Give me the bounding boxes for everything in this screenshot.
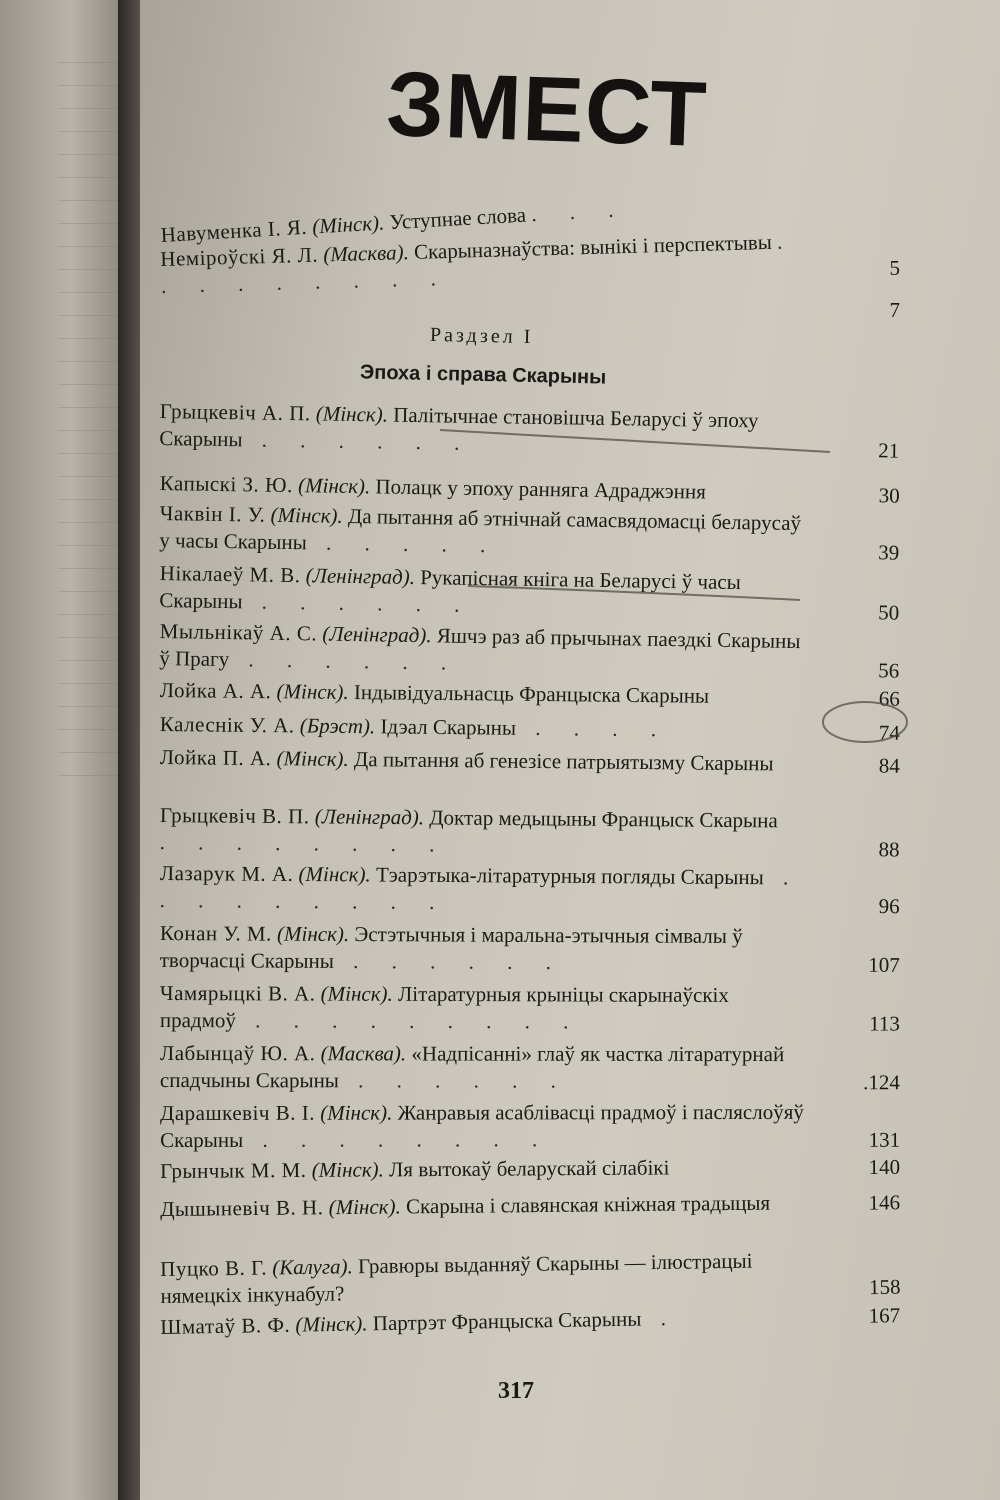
section-title: Эпоха і справа Скарыны	[359, 361, 607, 389]
toc-entry	[160, 1099, 900, 1154]
entry-title: Тэарэтыка-літаратурныя погляды Скарыны	[375, 862, 764, 890]
toc-entry	[160, 1040, 900, 1095]
entry-title: Партрэт Францыска Скарыны	[372, 1306, 642, 1336]
entry-title: Яшчэ раз аб прычынах паездкі Скарыны ў Прагу	[159, 623, 801, 672]
entry-author: Дышыневіч В. Н.	[160, 1195, 324, 1221]
page-title: ЗМЕСТ	[384, 53, 709, 167]
entry-title: Да пытання аб этнічнай самасвядомасці беларусаў у часы Скарыны	[159, 503, 802, 555]
entry-title: Скарына і славянская кніжная традыцыя	[405, 1190, 771, 1219]
entry-author: Грынчык М. М.	[160, 1157, 307, 1183]
entry-author: Конан У. М.	[159, 921, 272, 946]
toc-entry	[160, 860, 900, 919]
entry-city: (Мінск).	[297, 473, 371, 499]
toc-entry	[160, 1246, 901, 1310]
leader-dots: . . . . . . . .	[243, 1127, 552, 1152]
leader-dots: . . . . .	[306, 530, 500, 558]
entry-title: Да пытання аб генезісе патрыятызму Скарыны	[353, 747, 774, 776]
entry-city: (Мінск).	[328, 1194, 401, 1220]
entry-page: 146	[868, 1190, 901, 1215]
entry-title: Палітычнае становішча Беларусі ў эпоху Скарыны	[159, 402, 759, 452]
toc-entry	[159, 560, 900, 626]
entry-page: 107	[868, 952, 900, 977]
entry-city: (Ленінград).	[322, 621, 432, 648]
entry-title: Жанравыя асаблівасці прадмоў і пасляслоўяў Скарыны	[160, 1099, 804, 1152]
entry-author: Пуцко В. Г.	[160, 1255, 268, 1281]
entry-author: Чаквін І. У.	[159, 500, 266, 527]
entry-city: (Мінск).	[276, 679, 349, 704]
leader-dots: . . . . . .	[338, 1068, 570, 1093]
leader-dots: . . . .	[515, 715, 671, 742]
entry-author: Чамярыцкі В. А.	[159, 981, 316, 1006]
entry-city: (Мінск).	[276, 746, 349, 771]
leader-dots: . . . . . . . .	[159, 829, 449, 857]
entry-city: (Мінск).	[320, 981, 393, 1006]
toc-entry	[160, 677, 900, 712]
toc-entry	[160, 744, 900, 779]
leader-dots: . . . . . .	[333, 948, 565, 975]
entry-city: (Ленінград).	[305, 563, 416, 590]
entry-city: (Масква).	[320, 1041, 407, 1066]
entry-page: 84	[878, 753, 900, 778]
entry-title: Скарыназнаўства: вынікі і перспектывы	[413, 229, 773, 264]
entry-page: 74	[878, 720, 900, 745]
entry-city: (Брэст).	[299, 713, 376, 739]
toc-entry	[159, 500, 900, 566]
toc-entry	[159, 398, 900, 464]
entry-page: 5	[889, 256, 900, 280]
entry-page: 39	[878, 540, 900, 565]
toc-entry	[160, 1188, 900, 1223]
entry-page: .124	[863, 1070, 900, 1095]
entry-author: Дарашкевіч В. І.	[160, 1100, 315, 1125]
toc-entry	[160, 1153, 900, 1185]
entry-page: 56	[878, 658, 900, 683]
left-facing-page	[0, 0, 128, 1500]
leader-dots: .	[641, 1305, 681, 1331]
leader-dots: . . . . . .	[242, 427, 474, 455]
entry-city: (Калуга).	[272, 1254, 353, 1280]
table-of-contents	[160, 0, 900, 1500]
entry-page: 88	[878, 837, 900, 862]
leader-dots: . . . . . .	[229, 647, 461, 675]
entry-author: Грыцкевіч А. П.	[159, 398, 311, 426]
entry-title: Доктар медыцыны Францыск Скарына	[429, 805, 778, 833]
leader-dots: . . . . . . . . .	[235, 1008, 583, 1034]
entry-page: 7	[889, 298, 900, 322]
entry-author: Нікалаеў М. В.	[159, 560, 301, 588]
entry-author: Лазарук М. А.	[159, 861, 294, 886]
entry-city: (Мінск).	[270, 502, 343, 528]
entry-author: Навуменка І. Я.	[160, 214, 308, 247]
entry-title: Ля вытокаў беларускай сілабікі	[389, 1155, 670, 1182]
entry-title: Ідэал Скарыны	[380, 714, 517, 740]
toc-entry	[160, 711, 900, 746]
entry-author: Шматаў В. Ф.	[160, 1312, 291, 1339]
entry-page: 66	[878, 686, 900, 711]
entry-author: Неміроўскі Я. Л.	[160, 242, 319, 271]
entry-author: Лойка П. А.	[159, 744, 272, 771]
entry-title: «Надпісанні» глаў як частка літаратурнай спадчыны Скарыны	[159, 1041, 785, 1093]
toc-entry	[160, 980, 900, 1037]
entry-city: (Мінск).	[315, 401, 389, 427]
entry-city: (Масква).	[322, 240, 410, 267]
toc-entry	[160, 920, 900, 978]
entry-author: Калеснік У. А.	[159, 711, 295, 738]
entry-page: 113	[869, 1011, 900, 1036]
entry-title: Полацк у эпоху ранняга Адраджэння	[375, 474, 707, 504]
entry-city: (Мінск).	[298, 861, 371, 887]
page-number: 317	[498, 1378, 534, 1404]
entry-city: (Мінск).	[311, 210, 385, 239]
entry-page: 96	[878, 894, 900, 919]
entry-city: (Мінск).	[320, 1100, 393, 1125]
entry-title: Індывідуальнасць Францыска Скарыны	[353, 680, 710, 708]
entry-title: Рукапісная кніга на Беларусі ў часы Скарыны	[159, 565, 741, 614]
entry-city: (Ленінград).	[314, 804, 425, 830]
entry-page: 30	[878, 483, 900, 508]
entry-page: 131	[868, 1127, 901, 1152]
toc-entry	[160, 802, 900, 862]
leader-dots: . . . . . . . . .	[160, 229, 797, 298]
section-label: Раздзел I	[429, 323, 534, 349]
entry-page: 158	[868, 1274, 901, 1300]
entry-title: Гравюры выданняў Скарыны — ілюстрацыі нямецкіх інкунабул?	[160, 1248, 753, 1308]
leader-dots: . . .	[530, 196, 628, 227]
entry-author: Лойка А. А.	[159, 677, 272, 704]
entry-title: Літаратурныя крыніцы скарынаўскіх прадмоў	[159, 981, 729, 1033]
entry-author: Капыскі З. Ю.	[159, 470, 294, 498]
entry-title: Уступнае слова	[388, 202, 527, 235]
left-page-edge-text	[58, 40, 120, 776]
entry-author: Грыцкевіч В. П.	[159, 802, 310, 829]
entry-city: (Мінск).	[295, 1311, 368, 1337]
entry-author: Мыльнікаў А. С.	[159, 618, 318, 646]
leader-dots: . . . . . .	[242, 589, 474, 617]
entry-author: Лабынцаў Ю. А.	[159, 1041, 316, 1066]
entry-page: 50	[878, 600, 900, 625]
entry-city: (Мінск).	[276, 921, 350, 946]
entry-page: 140	[868, 1154, 901, 1180]
entry-title: Эстэтычныя і маральна-этычныя сімвалы ў творчасці Скарыны	[159, 922, 743, 973]
toc-entry	[159, 618, 900, 684]
entry-city: (Мінск).	[311, 1157, 384, 1182]
entry-page: 21	[878, 438, 900, 463]
leader-dots: . . . . . . . . .	[159, 865, 803, 915]
entry-page: 167	[868, 1303, 901, 1328]
